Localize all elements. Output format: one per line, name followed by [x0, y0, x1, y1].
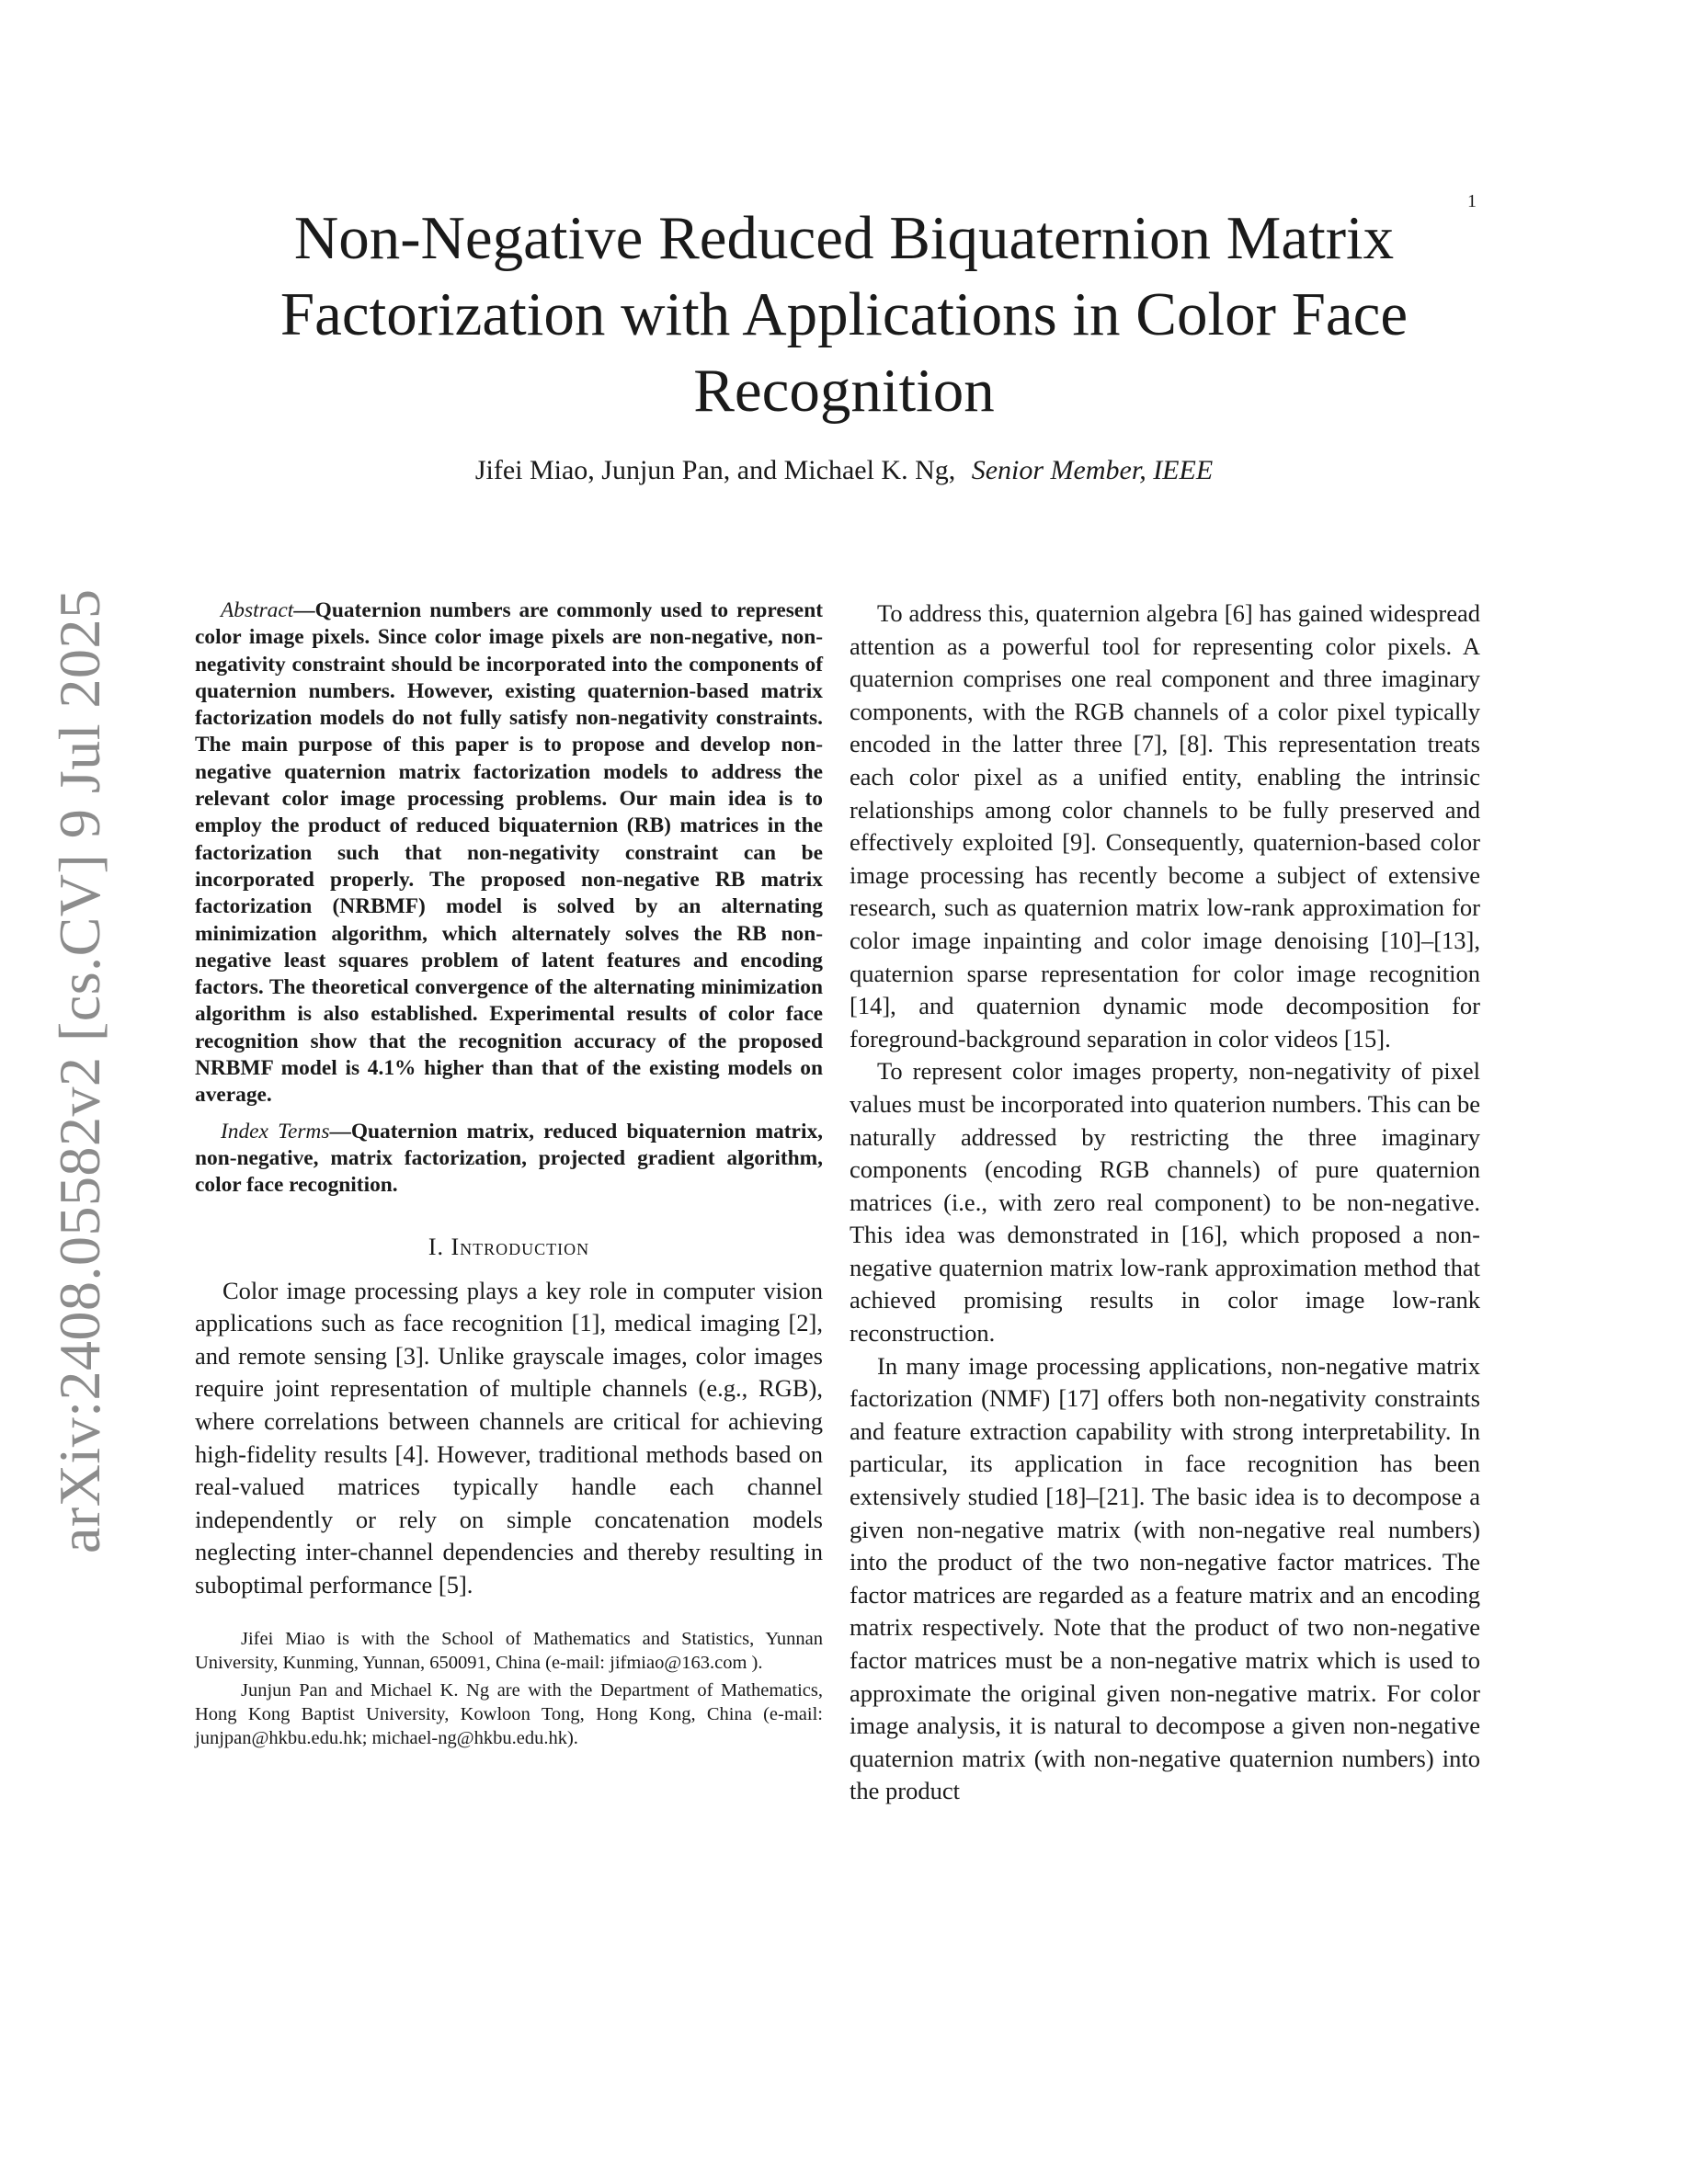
footnote: Junjun Pan and Michael K. Ng are with the Department of Mathematics, Hong Kong Baptist University, Kowloon Tong, Hong Kong, China (e-mail: junjpan@hkbu.edu.hk; michael-ng@hkbu.edu.hk). — [195, 1680, 823, 1749]
title-line: Factorization with Applications in Color Face — [279, 280, 1409, 348]
abstract-text: —Quaternion numbers are commonly used to represent color image pixels. Since color image pixels are non-negative, non-negativity constraint should be incorporated into the components of quaternion numbers. However, existing quaternion-based matrix factorization models do not fully satisfy non-negativity constraints. The main purpose of this paper is to propose and develop non-negative quaternion matrix factorization models to address the relevant color image processing problems. Our main idea is to employ the product of reduced biquaternion (RB) matrices in the factorization such that non-negativity constraint can be incorporated properly. The proposed non-negative RB matrix factorization (NRBMF) model is solved by an alternating minimization algorithm, which alternately solves the RB non-negative least squares problem of latent features and encoding factors. The theoretical convergence of the alternating minimization algorithm is also established. Experimental results of color face recognition show that the recognition accuracy of the proposed NRBMF model is 4.1% higher than that of the existing models on average. — [195, 598, 823, 1108]
affiliation-footnotes — [195, 1627, 823, 1750]
paper-title — [184, 200, 1504, 429]
section-heading-introduction — [195, 1233, 823, 1262]
body-paragraph: To represent color images property, non-negativity of pixel values must be incorporated into quaterion numbers. This can be naturally addressed by restricting the three imaginary components (encoding RGB channels) of pure quaternion matrices (i.e., with zero real component) to be non-negative. This idea was demonstrated in [16], which proposed a non-negative quaternion matrix low-rank approximation method that achieved promising results in color image low-rank reconstruction. — [850, 1057, 1480, 1348]
title-line: Non-Negative Reduced Biquaternion Matrix — [293, 204, 1395, 272]
abstract-label: Abstract — [221, 598, 294, 622]
author-names: Jifei Miao, Junjun Pan, and Michael K. Ng, — [474, 455, 956, 485]
author-line — [184, 452, 1504, 489]
section-title: Introduction — [451, 1233, 590, 1260]
body-paragraph: To address this, quaternion algebra [6] has gained widespread attention as a powerful tool for representing color pixels. A quaternion comprises one real component and three imaginary components, with the RGB channels of a color pixel typically encoded in the latter three [7], [8]. This representation treats each color pixel as a unified entity, enabling the intrinsic relationships among color channels to be fully preserved and effectively exploited [9]. Consequently, quaternion-based color image processing has recently become a subject of extensive research, such as quaternion matrix low-rank approximation for color image inpainting and color image denoising [10]–[13], quaternion sparse representation for color image recognition [14], and quaternion dynamic mode decomposition for foreground-background separation in color videos [15]. — [850, 599, 1480, 1052]
intro-paragraph: Color image processing plays a key role in computer vision applications such as face recognition [1], medical imaging [2], and remote sensing [3]. Unlike grayscale images, color images require joint representation of multiple channels (e.g., RGB), where correlations between channels are critical for achieving high-fidelity results [4]. However, traditional methods based on real-valued matrices typically handle each channel independently or rely on simple concatenation models neglecting inter-channel dependencies and thereby resulting in suboptimal performance [5]. — [195, 1276, 823, 1598]
title-line: Recognition — [693, 357, 995, 425]
page-number: 1 — [1467, 191, 1477, 211]
footnote: Jifei Miao is with the School of Mathematics and Statistics, Yunnan University, Kunming, Yunnan, 650091, China (e-mail: jifmiao@163.com ). — [195, 1629, 823, 1674]
index-terms-label: Index Terms — [221, 1119, 330, 1143]
body-paragraph: In many image processing applications, non-negative matrix factorization (NMF) [17] offers both non-negativity constraints and feature extraction capability with strong interpretability. In particular, its application in face recognition has been extensively studied [18]–[21]. The basic idea is to decompose a given non-negative matrix (with non-negative real numbers) into the product of the two non-negative factor matrices. The factor matrices are regarded as a feature matrix and an encoding matrix respectively. Note that the product of two non-negative factor matrices must be a non-negative matrix which is used to approximate the original given non-negative matrix. For color image analysis, it is natural to decompose a given non-negative quaternion matrix (with non-negative quaternion numbers) into the product — [850, 1351, 1480, 1805]
index-terms — [195, 1119, 823, 1200]
author-membership: Senior Member, IEEE — [971, 455, 1214, 485]
index-terms-text: —Quaternion matrix, reduced biquaternion matrix, non-negative, matrix factorization, projected gradient algorithm, color face recognition. — [195, 1119, 823, 1198]
abstract — [195, 597, 823, 1109]
section-number: I. — [428, 1233, 444, 1260]
left-column — [195, 597, 823, 1754]
right-column — [850, 597, 1480, 1808]
arxiv-identifier-stamp: arXiv:2408.05582v2 [cs.CV] 9 Jul 2025 — [47, 588, 112, 1553]
